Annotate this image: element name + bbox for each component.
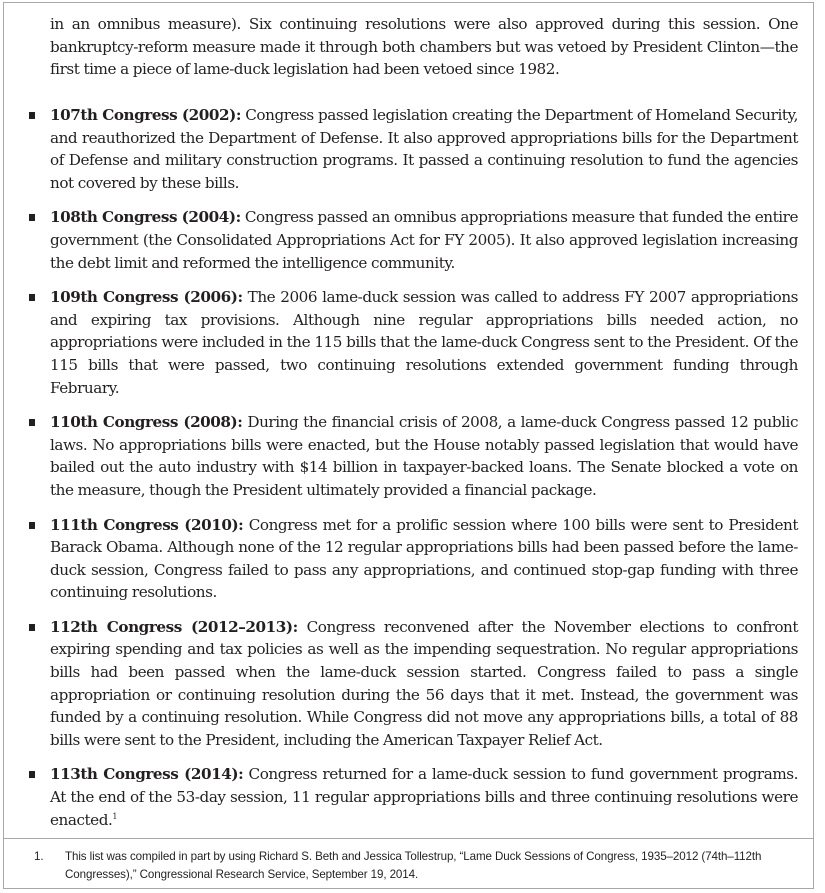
- document-box: [3, 2, 814, 889]
- item-lead: 109th Congress (2006):: [50, 288, 243, 307]
- square-bullet-icon: [29, 419, 35, 426]
- footnote-number: 1.: [34, 850, 44, 863]
- square-bullet-icon: [29, 522, 35, 529]
- item-text: Congress met for a prolific session where 100 bills were sent to President Barack Obama. Although none of the 12 regular appropriations bills had been passed before the lame-duck session, Congress failed to pass any appropriations, and continued stop-gap funding with three continuing resolutions.: [50, 515, 799, 602]
- item-text: The 2006 lame-duck session was called to address FY 2007 appropriations and expiring tax provisions. Although nine regular appropriations bills needed action, no appropriations were included in the 115 bills that the lame-duck Congress sent to the President. Of the 115 bills that were passed, two continuing resolutions extended government funding through February.: [50, 288, 798, 397]
- square-bullet-icon: [29, 294, 35, 301]
- item-lead: 110th Congress (2008):: [50, 413, 243, 432]
- item-text: Congress passed legislation creating the Department of Homeland Security, and reauthorized the Department of Defense. It also approved appropriations bills for the Department of Defense and military construction programs. It passed a continuing resolution to fund the agencies not covered by these bills.: [50, 106, 798, 192]
- square-bullet-icon: [29, 112, 35, 119]
- item-lead: 108th Congress (2004):: [50, 208, 241, 227]
- item-text: During the financial crisis of 2008, a lame-duck Congress passed 12 public laws. No appropriations bills were enacted, but the House notably passed legislation that would have bailed out the auto industry with $14 billion in taxpayer-backed loans. The Senate blocked a vote on the measure, though the President ultimately provided a financial package.: [50, 413, 798, 499]
- list-item-110th: [4, 411, 798, 501]
- list-item-112th: [4, 616, 798, 752]
- list-item-109th: [4, 286, 798, 399]
- footnote-text: This list was compiled in part by using Richard S. Beth and Jessica Tollestrup, “Lame Duck Sessions of Congress, 1935–2012 (74th–112th Congresses),” Congressional Research Service, September 19, 2014.: [65, 850, 762, 881]
- congress-list: [4, 104, 815, 831]
- item-lead: 112th Congress (2012–2013):: [50, 617, 298, 636]
- square-bullet-icon: [29, 771, 35, 778]
- item-text: Congress passed an omnibus appropriations measure that funded the entire government (the Consolidated Appropriations Act for FY 2005). It also approved legislation increasing the debt limit and reformed the intelligence community.: [50, 208, 798, 272]
- square-bullet-icon: [29, 624, 35, 631]
- square-bullet-icon: [29, 214, 35, 221]
- list-item-108th: [4, 206, 798, 274]
- list-item-113th: [4, 763, 798, 831]
- item-text: Congress returned for a lame-duck session to fund government programs. At the end of the 53-day session, 11 regular appropriations bills and three continuing resolutions were enacted.: [50, 765, 799, 829]
- item-lead: 113th Congress (2014):: [50, 765, 244, 784]
- footnote-reference[interactable]: 1: [112, 811, 118, 821]
- list-item-111th: [4, 514, 798, 604]
- item-text: Congress reconvened after the November elections to confront expiring spending and tax policies as well as the impending sequestration. No regular appropriations bills had been passed when the lame-duck session started. Congress failed to pass a single appropriation or continuing resolution during the 56 days that it met. Instead, the government was funded by a continuing resolution. While Congress did not move any appropriations bills, a total of 88 bills were sent to the President, including the American Taxpayer Relief Act.: [50, 617, 798, 749]
- item-lead: 111th Congress (2010):: [50, 515, 244, 534]
- intro-paragraph: in an omnibus measure). Six continuing resolutions were also approved during this session. One bankruptcy-reform measure made it through both chambers but was vetoed by President Clinton—the first time a piece of lame-duck legislation had been vetoed since 1982.: [50, 15, 798, 79]
- footnote-divider: [4, 838, 813, 839]
- list-item-107th: [4, 104, 798, 194]
- item-lead: 107th Congress (2002):: [50, 106, 242, 124]
